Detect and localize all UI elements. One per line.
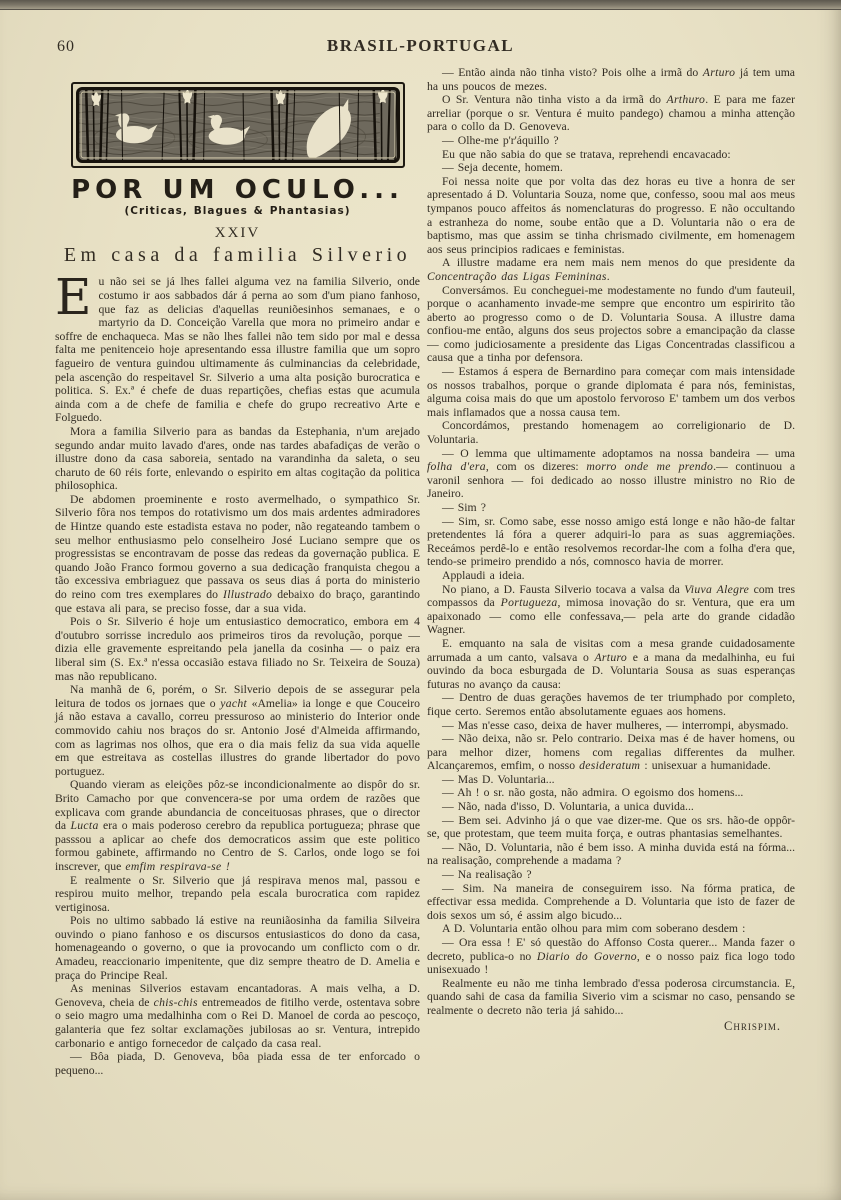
paragraph: — Mas n'esse caso, deixa de haver mulheres, — interrompi, abysmado. (442, 718, 789, 732)
paragraph: — Estamos á espera de Bernardino para começar com mais intensidade os nossos trabalhos, porque o grande diplomata é para nós, feministas, alguma coisa mais do que um apostolo fervoroso E' tambem um dos verbos mais inflamados que a nossa causa tem. (427, 365, 795, 419)
author-signature: Chrispim. (724, 1018, 781, 1033)
paragraph: — Não, D. Voluntaria, não é bem isso. A minha duvida está na fórma... na realisação, comprehende a madama ? (427, 840, 795, 868)
paragraph: Concordámos, prestando homenagem ao correligionario de D. Voluntaria. (427, 419, 795, 447)
paragraph: A illustre madame era nem mais nem menos do que presidente da Concentração das Ligas Femininas. (427, 256, 795, 283)
right-column (427, 66, 795, 1033)
paragraph: E realmente o Sr. Silverio que já respirava menos mal, passou e respirou muito melhor, trepando pela escala burocratica com rapidez vertiginosa. (55, 873, 420, 914)
section-number: XXIV (214, 225, 261, 242)
paragraph: — Bem sei. Advinho já o que vae dizer-me. Que os srs. hão-de oppôr-se, que protestam, que teem muita força, e outras phantasias semelhantes. (427, 813, 795, 841)
paragraph: De abdomen proeminente e rosto avermelhado, o sympathico Sr. Silverio fôra nos tempos do rotativismo um dos mais ardentes admiradores de Hintze quando este estadista estava no poder, não regateando tambem o seu melhor enthusiasmo pelo conselheiro José Luciano sempre que os progressistas se encontravam de posse das redeas da governação publica. E quando João Franco formou governo a sua dedicação franquista chegou a tão excessiva embriaguez que passava os seus dias á porta do ministerio do reino com tres exemplares do Illustrado debaixo do braço, garantindo que estava ali para, se preciso fosse, dar a sua vida. (55, 492, 420, 615)
scan-edge (0, 0, 841, 10)
paragraph: — Não, nada d'isso, D. Voluntaria, a unica duvida... (442, 800, 694, 814)
paragraph: — O lemma que ultimamente adoptamos na nossa bandeira — uma folha d'era, com os dizeres: morro onde me prendo.— continuou a varonil senhora — foi dedicado ao nosso illustre ministro no Rio de Janeiro. (427, 446, 796, 501)
page-number: 60 (57, 38, 75, 55)
paragraph: — Ah ! o sr. não gosta, não admira. O egoismo dos homens... (442, 786, 744, 800)
paragraph: — Sim. Na maneira de conseguirem isso. Na fórma pratica, de effectivar essa medida. Comprehende a D. Voluntaria que isto de fazer de dois sexos um só, é assim algo bicudo... (427, 881, 795, 922)
drop-cap: E (55, 268, 92, 327)
paragraph: Applaudi a ideia. (442, 568, 525, 582)
article-heading: Em casa da familia Silverio (63, 243, 412, 266)
right-column-text (427, 66, 795, 1018)
left-column (55, 82, 420, 1077)
article-subtitle: (Criticas, Blagues & Phantasias) (124, 204, 351, 217)
paragraph: Realmente eu não me tinha lembrado d'essa poderosa circumstancia. E, quando sahi de casa da familia Siverio vim a scismar no caso, pensando se realmente o decreto não teria já sahido... (427, 976, 795, 1017)
paragraph: Pois o Sr. Silverio é hoje um entusiastico democratico, embora em 4 d'outubro sorrisse incredulo aos primeiros tiros da revolução, porque — dizia elle gravemente espreitando pela janella da cosinha — o paiz era liberal sim (S. Ex.ª n'essa occasião estava filiado no Sr. Teixeira de Souza) mas não republicano. (55, 615, 420, 683)
swans-reeds-illustration (71, 82, 405, 168)
paragraph: — Bôa piada, D. Genoveva, bôa piada essa de ter enforcado o pequeno... (55, 1050, 420, 1077)
paragraph: Eu que não sabia do que se tratava, reprehendi encavacado: (442, 147, 731, 161)
paragraph: — Seja decente, homem. (442, 161, 563, 175)
paragraph: Eu não sei se já lhes fallei alguma vez na familia Silverio, onde costumo ir aos sabbados dár á perna ao som d'um piano fanhoso, que faz as delicias d'aquellas reuniõesinhos semanaes, e o martyrio da D. Conceição Varella que mora no primeiro andar e soffre de enchaqueca. Mas se não lhes fallei não tem sido por mal e dessa falta me penitenceio hoje apresentando essa illustre familia que um sopro fagueiro de ventura guindou ultimamente ás culminancias da celebridade, pela ascenção do respeitavel Sr. Silverio a uma alta posição burocratica e politica. S. Ex.ª é chefe de duas repartições, chefias estas que acumula ainda com a de chefe de familia e chefe do grupo recreativo Arte e Folguedo. (55, 268, 420, 425)
paragraph: — Sim ? (442, 501, 486, 514)
paragraph: — Olhe-me p'r'áquillo ? (442, 133, 559, 147)
paragraph: E. emquanto na sala de visitas com a mesa grande cuidadosamente arrumada a um canto, valsava o Arturo e a mana da medalhinha, eu fui ouvindo da boca esburgada de D. Voluntaria Sousa as suas esperanças futuras no avanço da causa: (427, 636, 795, 691)
paragraph: Conversámos. Eu concheguei-me modestamente no fundo d'um fauteuil, porque o acanhamento invade-me sempre que encontro um espiririto tão aberto ao progresso como o de D. Voluntaria Sousa. A illustre dama confiou-me então, alguns dos seus projectos sobre a emancipação da classe — como judiciosamente a presidente das Ligas Concentradas classificou a causa que a tinha por defensora. (427, 283, 795, 365)
paragraph: No piano, a D. Fausta Silverio tocava a valsa da Viuva Alegre com tres compassos da Portugueza, mimosa inovação do sr. Ventura, que era um apaixonado — como elle confessava,— pela arte do grande cidadão Wagner. (427, 582, 796, 637)
paragraph: A D. Voluntaria então olhou para mim com soberano desdem : (442, 922, 746, 936)
paragraph: Mora a familia Silverio para as bandas da Estephania, n'um arejado segundo andar muito lavado d'ares, onde nas tardes abafadiças de verão o illustre dono da casa saboreia, sentado na varandinha da saleta, o seu charuto de 60 réis forte, enlevando o espirito em altas cogitação da politica philosophica. (55, 424, 420, 493)
paragraph: Quando vieram as eleições pôz-se incondicionalmente ao dispôr do sr. Brito Camacho por que convencera-se por uma ordem de razões que explicava com grande abundancia de conceituosas phrases, que o director da Lucta era o mais poderoso cerebro da republica portugueza; phrase que passsou a aplicar ao chefe dos democraticos assim que este politico formou gabinete, affirmando no Centro de S. Carlos, onde logo se foi inscrever, que emfim respirava-se ! (55, 778, 421, 873)
left-column-text (55, 268, 421, 1077)
paragraph: Pois no ultimo sabbado lá estive na reuniãosinha da familia Silveira ouvindo o piano fanhoso e os discursos entusiasticos do dono da casa, homenageando o governo, o que ia provocando um conflicto com o dr. Amadeu, reaccionario impenitente, que diz sempre theatro de D. Amelia e praça do Principe Real. (55, 914, 420, 982)
paragraph: As meninas Silverios estavam encantadoras. A mais velha, a D. Genoveva, cheia de chis-chis entremeados de fitilho verde, ostentava sobre o seio magro uma medalhinha com o Rei D. Manoel de corda ao pescoço, galanteria que fez soltar exclamações jubilosas ao sr. Ventura, intrepido carbonario e antigo fornecedor de calçado da casa real. (55, 982, 420, 1050)
paragraph: — Não deixa, não sr. Pelo contrario. Deixa mas é de haver homens, ou para melhor dizer, homens com regalias differentes da mulher. Alcançaremos, emfim, o nosso desideratum : unisexuar a humanidade. (427, 732, 795, 773)
paragraph: — Mas D. Voluntaria... (442, 772, 555, 786)
paragraph: — Então ainda não tinha visto? Pois olhe a irmã do Arturo já tem uma ha uns poucos de mezes. (427, 66, 795, 93)
paragraph: — Ora essa ! E' só questão do Affonso Costa querer... Manda fazer o decreto, publica-o no Diario do Governo, e o nosso paiz fica logo todo unisexuado ! (427, 936, 795, 977)
swans-reeds-illustration-svg (76, 87, 400, 163)
paragraph: — Sim, sr. Como sabe, esse nosso amigo está longe e não hão-de faltar pretendentes lá fóra a querer adquiri-lo para as suas aggremiações. Receámos perdê-lo e então resolvemos recordar-lhe com a folha d'era que, tendo-se primeiro prendido a nós, comnosco havia de morrer. (427, 514, 795, 569)
paragraph: — Na realisação ? (442, 868, 532, 882)
paragraph: O Sr. Ventura não tinha visto a da irmã do Arthuro. E para me fazer arreliar (porque o sr. Ventura é muito pandego) chamou a minha attenção para o collo da D. Genoveva. (427, 93, 795, 134)
paragraph: Foi nessa noite que por volta das dez horas eu tive a honra de ser apresentado á D. Voluntaria Souza, nome que, confesso, soou mal aos meus tympanos pouco affeitos ás nomenclaturas do progresso. E não occultando a estranheza do nome, soube então que a D. Voluntaria não o era de baptismo, mas que assim se tinha chrismado civilmente, em homenagem aos seus principios radicaes e feministas. (427, 174, 795, 256)
article-title: POR UM OCULO... (71, 175, 404, 205)
paragraph: — Dentro de duas gerações havemos de ter triumphado por completo, fique certo. Seremos então absolutamente eguaes aos homens. (427, 691, 795, 718)
journal-title: BRASIL-PORTUGAL (326, 36, 515, 55)
paragraph: Na manhã de 6, porém, o Sr. Silverio depois de se assegurar pela leitura de todos os jornaes que o yacht «Amelia» ia longe e que Couceiro já não estava a cavallo, correu pressuroso ao ministerio do Interior onde commovido cahiu nos braços do sr. Antonio José d'Almeida affirmando, com as lagrimas nos olhos, que era o dia mais feliz da sua vida aquelle em que estreitava as costellas illustres do grande libertador do povo portuguez. (55, 683, 420, 778)
